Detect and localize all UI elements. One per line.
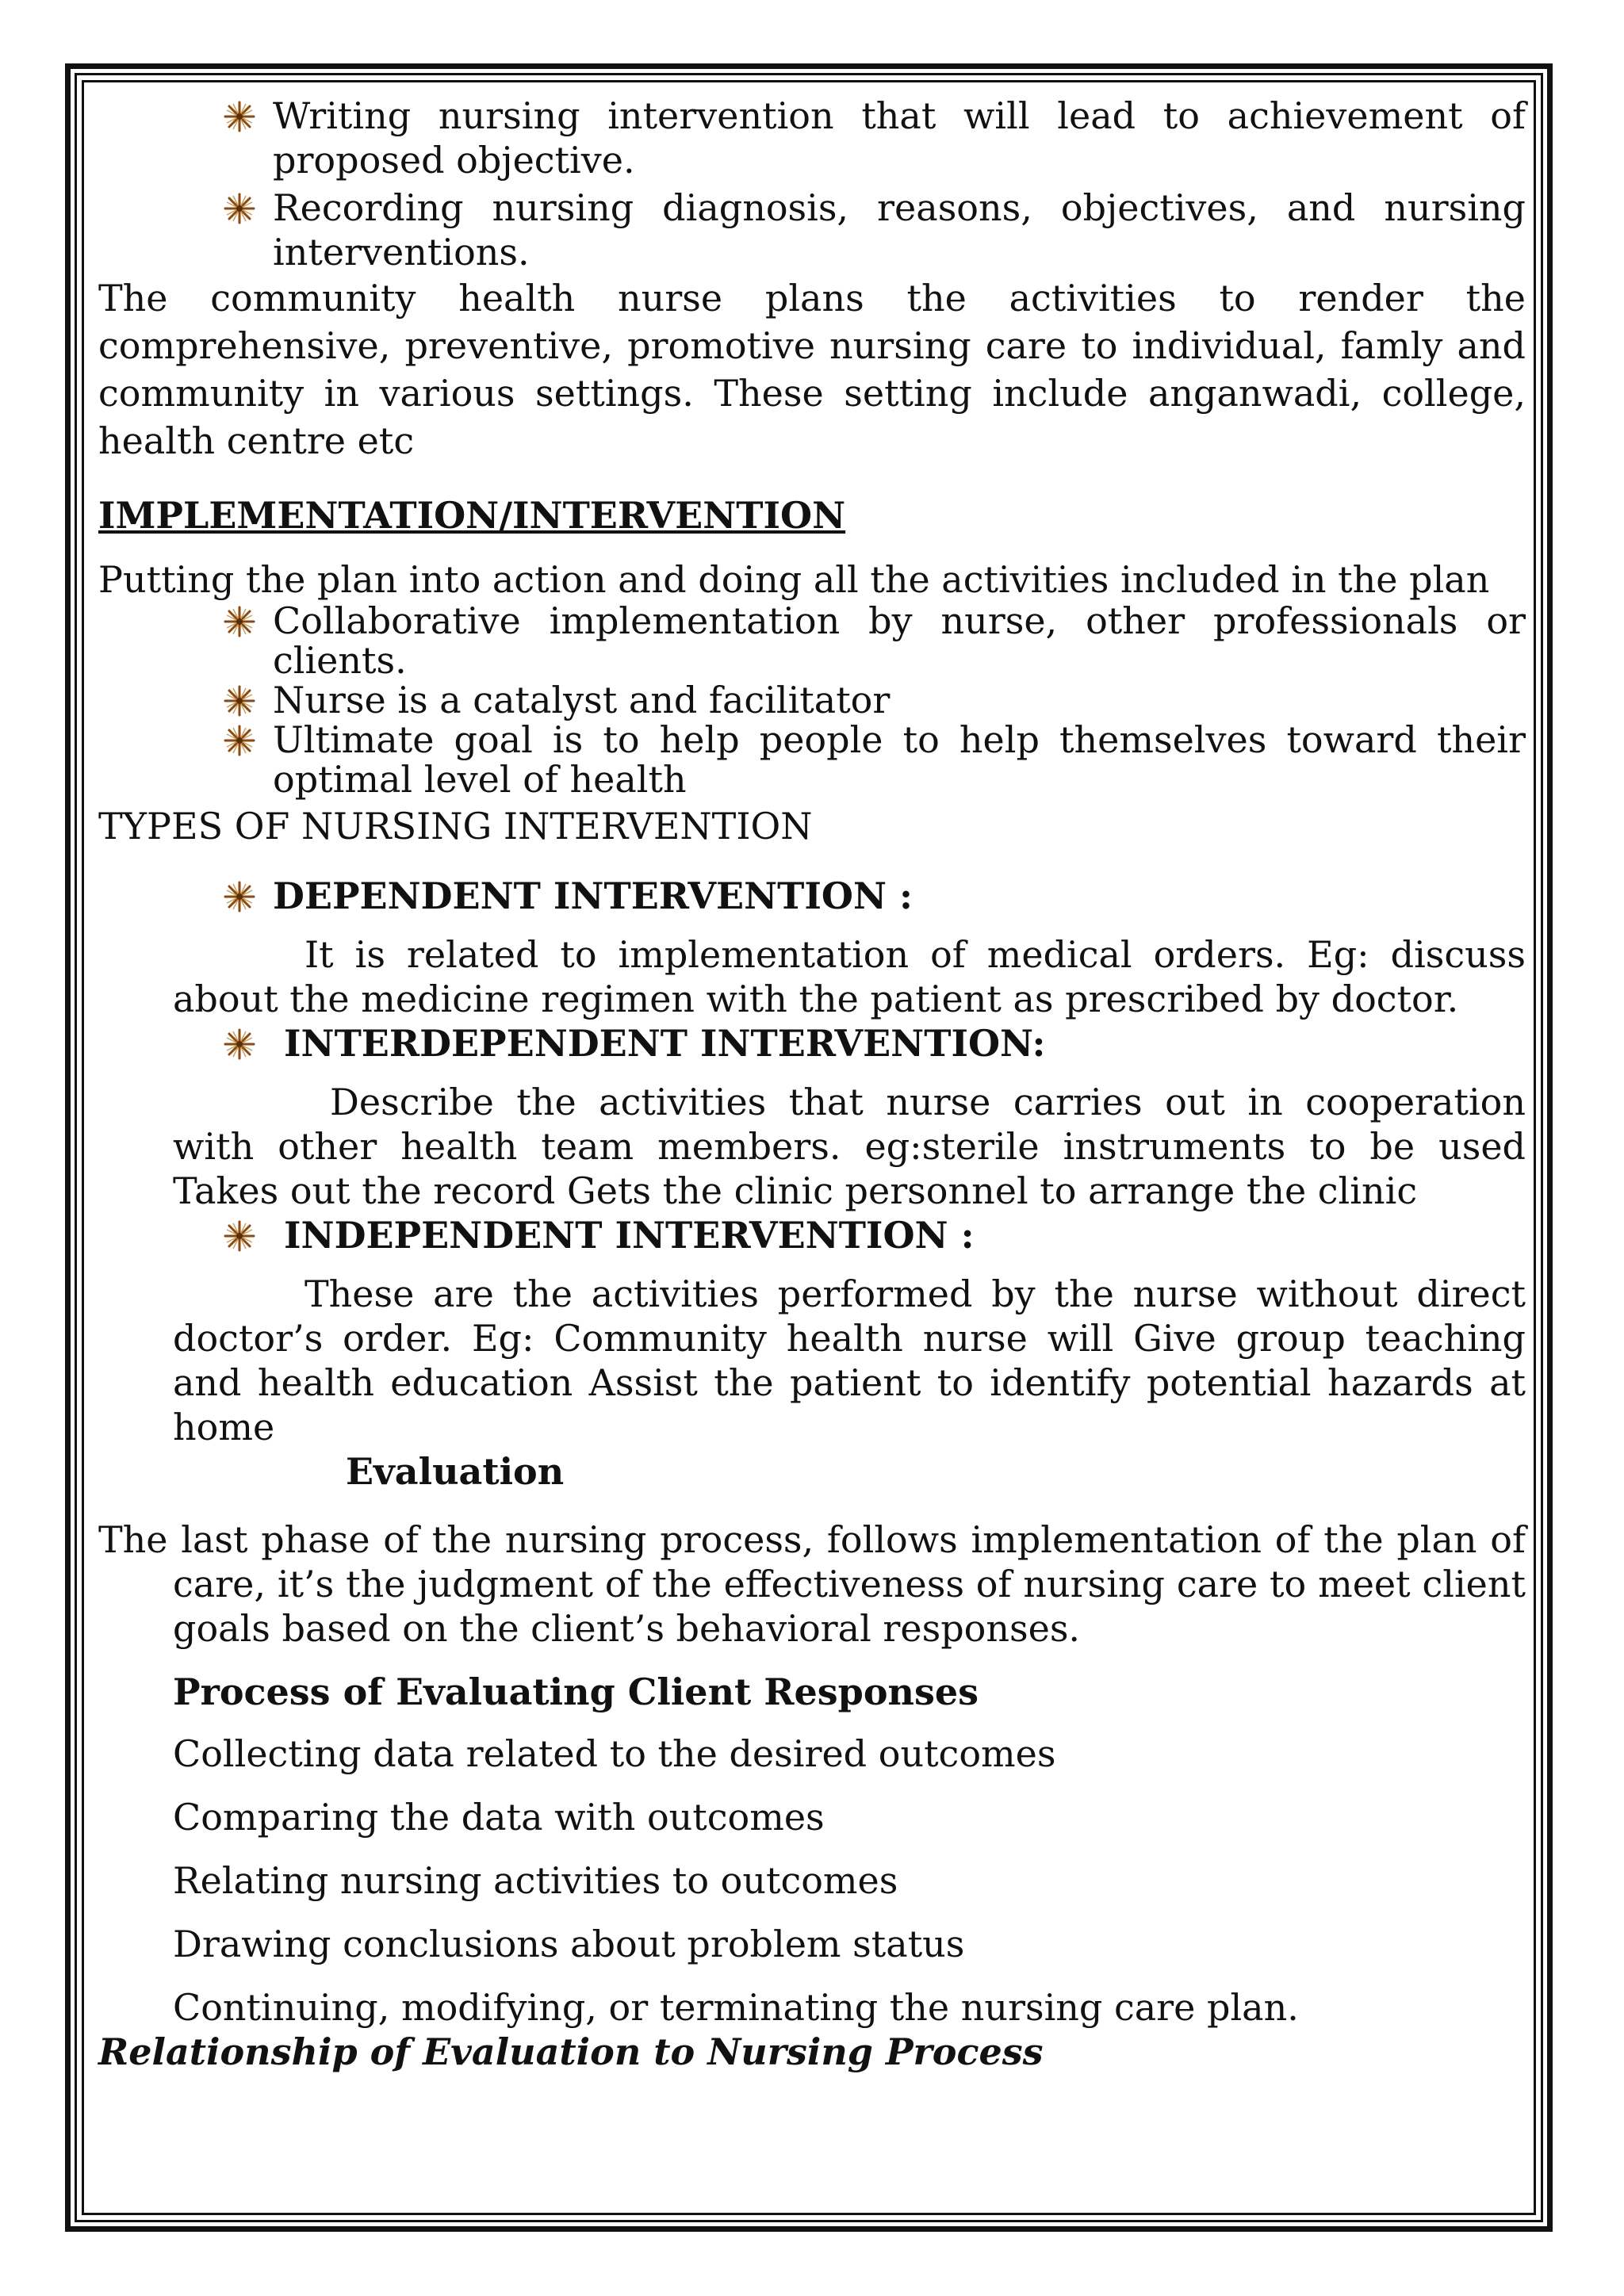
process-heading: Process of Evaluating Client Responses <box>173 1670 979 1713</box>
intervention-type-description: These are the activities performed by the nurse without direct doctor’s order. Eg: Community health nurse will Give group teaching and health education Assist the patient to identify potential hazards at home <box>173 1272 1526 1448</box>
evaluation-heading: Evaluation <box>346 1450 565 1493</box>
intervention-type-title <box>98 874 1526 918</box>
star-bullet-icon <box>224 101 255 132</box>
evaluation-paragraph: The last phase of the nursing process, follows implementation of the plan of care, it’s the judgment of the effectiveness of nursing care to meet client goals based on the client’s behavioral responses. <box>98 1518 1526 1650</box>
bullet-item <box>98 720 1526 799</box>
type-title-text: INTERDEPENDENT INTERVENTION: <box>284 1022 1046 1065</box>
bullet-text: Ultimate goal is to help people to help themselves toward their optimal level of health <box>273 718 1526 801</box>
relationship-heading: Relationship of Evaluation to Nursing Process <box>98 2030 1044 2073</box>
star-bullet-icon <box>224 685 255 717</box>
intervention-type-description: It is related to implementation of medical orders. Eg: discuss about the medicine regimen with the patient as prescribed by doctor. <box>173 933 1526 1020</box>
bullet-item <box>98 601 1526 680</box>
bullet-item <box>98 94 1526 182</box>
intervention-type-description: Describe the activities that nurse carries out in cooperation with other health team members. eg:sterile instruments to be used Takes out the record Gets the clinic personnel to arrange the clinic <box>173 1081 1526 1212</box>
document-content <box>98 94 1526 2074</box>
evaluation-step: Collecting data related to the desired outcomes <box>173 1732 1056 1775</box>
bullet-text: Collaborative implementation by nurse, other professionals or clients. <box>273 599 1526 682</box>
evaluation-step: Comparing the data with outcomes <box>173 1796 825 1839</box>
types-heading: TYPES OF NURSING INTERVENTION <box>98 805 813 848</box>
star-bullet-icon <box>224 1220 255 1252</box>
planning-paragraph: The community health nurse plans the activities to render the comprehensive, preventive, promotive nursing care to individual, famly and community in various settings. These setting include anganwadi, college, health centre etc <box>98 277 1526 462</box>
star-bullet-icon <box>224 881 255 913</box>
bullet-text: Recording nursing diagnosis, reasons, objectives, and nursing interventions. <box>273 186 1526 274</box>
evaluation-step: Continuing, modifying, or terminating the nursing care plan. <box>173 1986 1299 2029</box>
bullet-text: Nurse is a catalyst and facilitator <box>273 679 891 721</box>
implementation-heading: IMPLEMENTATION/INTERVENTION <box>98 494 846 537</box>
intervention-type-title <box>98 1213 1526 1257</box>
bullet-text: Writing nursing intervention that will lead to achievement of proposed objective. <box>273 94 1526 182</box>
type-title-text: DEPENDENT INTERVENTION : <box>273 874 913 917</box>
star-bullet-icon <box>224 1028 255 1060</box>
star-bullet-icon <box>224 725 255 756</box>
star-bullet-icon <box>224 606 255 637</box>
implementation-intro: Putting the plan into action and doing all the activities included in the plan <box>98 558 1490 601</box>
evaluation-step: Drawing conclusions about problem status <box>173 1923 965 1965</box>
bullet-item <box>98 186 1526 274</box>
type-title-text: INDEPENDENT INTERVENTION : <box>284 1214 975 1257</box>
evaluation-step: Relating nursing activities to outcomes <box>173 1859 898 1902</box>
star-bullet-icon <box>224 193 255 224</box>
bullet-item <box>98 680 1526 720</box>
intervention-type-title <box>98 1021 1526 1066</box>
